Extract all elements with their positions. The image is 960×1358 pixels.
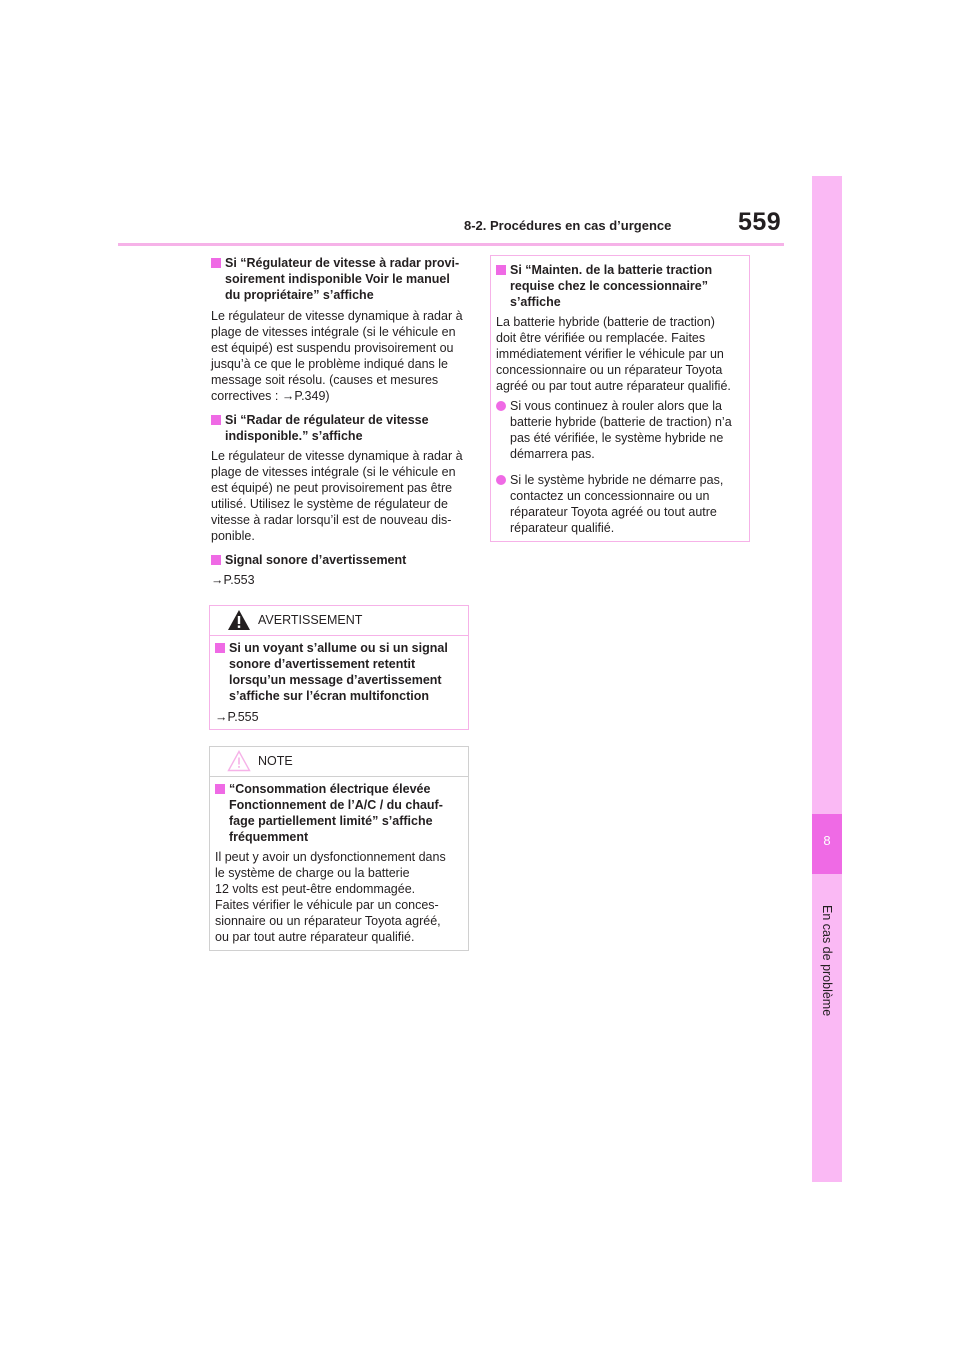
list-item <box>496 472 746 536</box>
warning-box-title: AVERTISSEMENT <box>258 613 363 627</box>
section-heading <box>211 552 471 568</box>
square-bullet-icon <box>211 555 221 565</box>
note-box-title: NOTE <box>258 754 293 768</box>
square-bullet-icon <box>215 643 225 653</box>
list-item <box>496 398 746 462</box>
page-number: 559 <box>738 208 782 236</box>
section-title: 8-2. Procédures en cas d’urgence <box>464 218 672 233</box>
warning-box <box>209 605 469 730</box>
chapter-title: En cas de problème <box>820 905 834 1017</box>
note-box-header <box>210 747 468 777</box>
heading-text: Si “Radar de régulateur de vitesse indisponible.” s’affiche <box>225 413 429 443</box>
info-heading <box>496 262 744 310</box>
list-item-text: Si vous continuez à rouler alors que la batterie hybride (batterie de traction) n’a pas été vérifiée, le système hybride ne démarrera pas. <box>510 399 732 461</box>
square-bullet-icon <box>496 265 506 275</box>
section-body: Le régulateur de vitesse dynamique à radar à plage de vitesses intégrale (si le véhicule en est équipé) ne peut provisoirement pas être utilisé. Utilisez le système de régulateur de vitesse à radar lorsqu’il est de nouveau dis- ponible. <box>211 449 463 543</box>
note-body: Il peut y avoir un dysfonctionnement dans le système de charge ou la batterie 12 volts est peut-être endommagée. Faites vérifier le véhicule par un conces- sionnaire ou un réparateur Toyota agréé, ou par tout autre réparateur qualifié. <box>215 850 446 944</box>
heading-text: “Consommation électrique élevée Fonctionnement de l’A/C / du chauf- fage partiellement limité” s’affiche fréquemment <box>229 782 443 844</box>
heading-text: Si un voyant s’allume ou si un signal sonore d’avertissement retentit lorsqu’un message d’avertissement s’affiche sur l’écran multifonction <box>229 641 448 703</box>
heading-text: Signal sonore d’avertissement <box>225 553 407 567</box>
info-box <box>490 255 750 542</box>
square-bullet-icon <box>215 784 225 794</box>
cross-reference-link[interactable]: →P.555 <box>215 710 259 724</box>
heading-text: Si “Régulateur de vitesse à radar provi- soirement indisponible Voir le manuel du propriétaire” s’affiche <box>225 256 460 302</box>
list-item-text: Si le système hybride ne démarre pas, contactez un concessionnaire ou un réparateur Toyota agréé ou tout autre réparateur qualifié. <box>510 473 724 535</box>
warning-triangle-icon <box>227 609 251 631</box>
warning-box-header <box>210 606 468 636</box>
round-bullet-icon <box>496 475 506 485</box>
info-body: La batterie hybride (batterie de traction) doit être vérifiée ou remplacée. Faites immédiatement vérifier le véhicule par un concessionnaire ou un réparateur Toyota agréé ou par tout autre réparateur qualifié. <box>496 315 731 393</box>
header-rule <box>118 243 784 246</box>
square-bullet-icon <box>211 258 221 268</box>
note-heading <box>215 781 463 845</box>
section-heading <box>211 255 471 303</box>
section-body: Le régulateur de vitesse dynamique à radar à plage de vitesses intégrale (si le véhicule en est équipé) est suspendu provisoirement ou jusqu’à ce que le problème indiqué dans le message soit résolu. (causes et mesures correctives : →P.349) <box>211 309 463 403</box>
heading-text: Si “Mainten. de la batterie traction requise chez le concessionnaire” s’affiche <box>510 263 713 309</box>
chapter-side-tab[interactable] <box>812 176 842 1182</box>
warning-heading <box>215 640 463 704</box>
round-bullet-icon <box>496 401 506 411</box>
cross-reference-link[interactable]: →P.553 <box>211 573 255 587</box>
square-bullet-icon <box>211 415 221 425</box>
chapter-number: 8 <box>823 833 831 848</box>
section-heading <box>211 412 471 444</box>
note-box <box>209 746 469 951</box>
caution-outline-icon <box>227 750 251 772</box>
